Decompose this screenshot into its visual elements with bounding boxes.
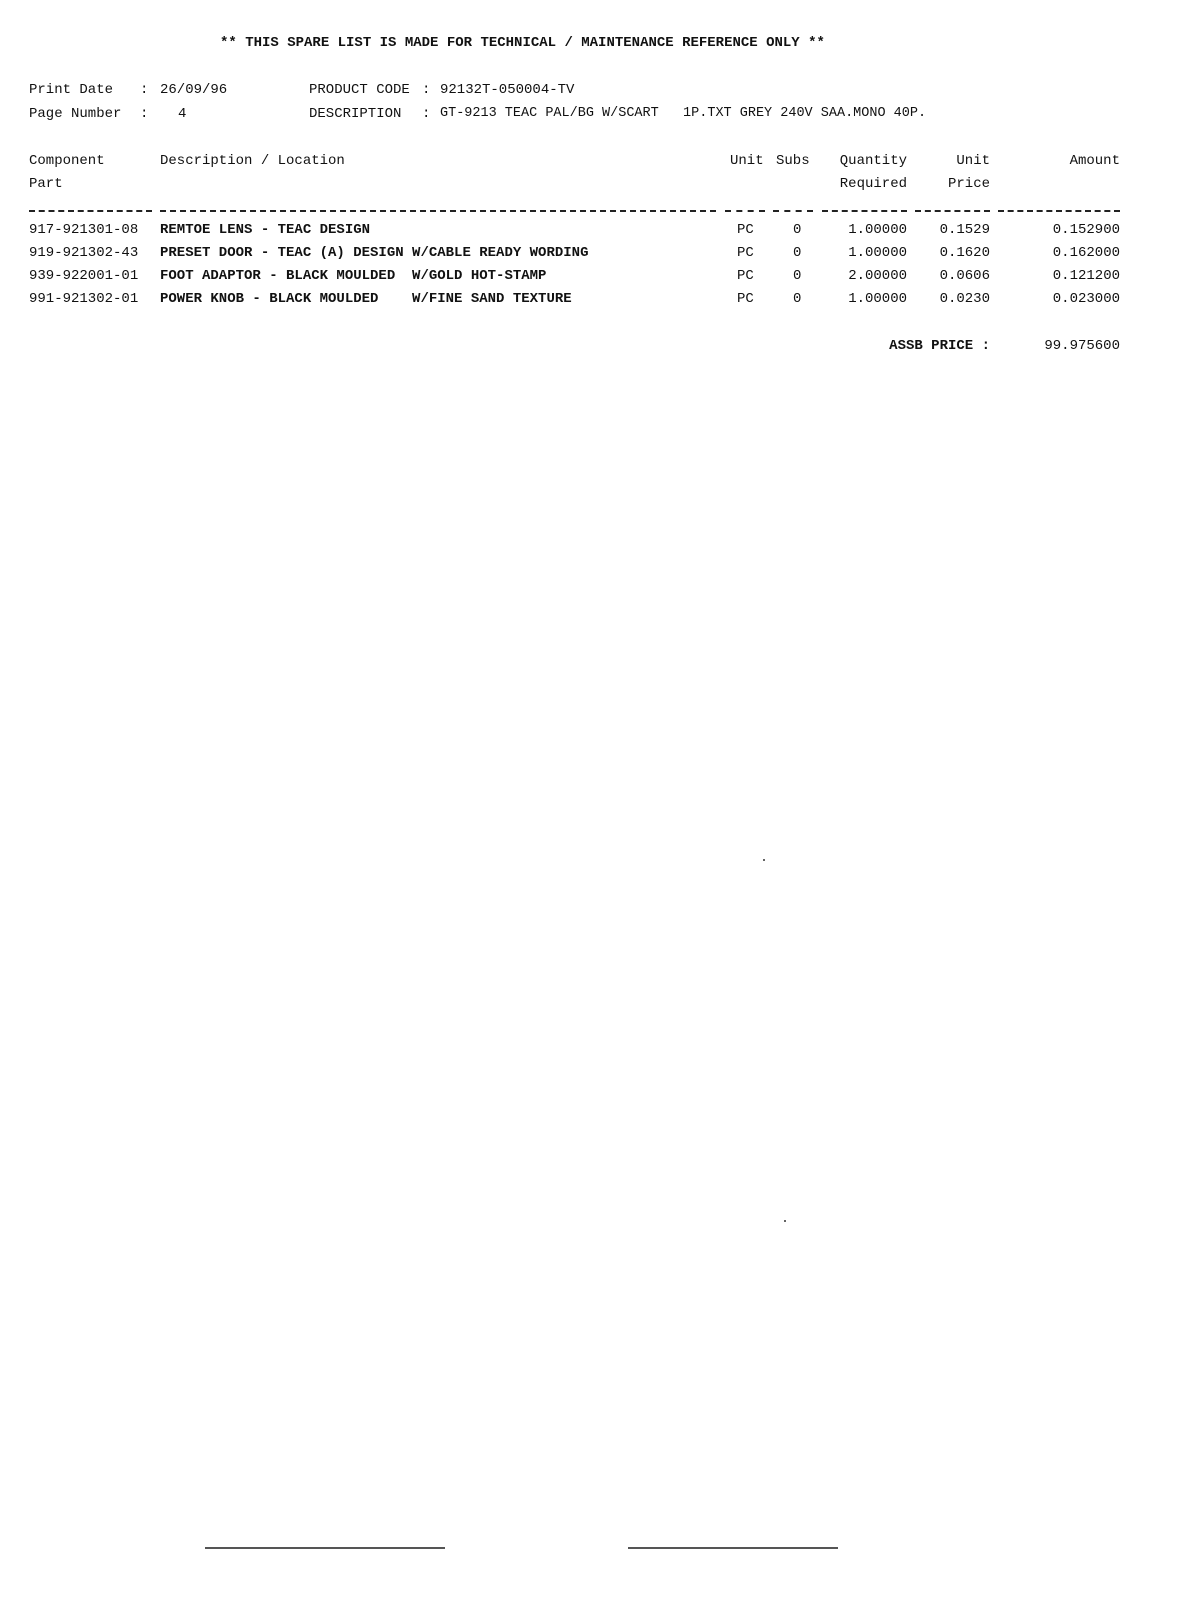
row-unit-price: 0.0606 [939, 268, 990, 284]
row-part-number: 991-921302-01 [29, 291, 139, 307]
separator-amount [998, 210, 1120, 212]
column-header-price: Price [947, 176, 990, 192]
row-subs: 0 [793, 222, 802, 238]
row-description: PRESET DOOR - TEAC (A) DESIGN W/CABLE READY WORDING [160, 245, 589, 261]
separator-part [29, 210, 152, 212]
row-unit-price: 0.1529 [939, 222, 990, 238]
row-amount: 0.121200 [1052, 268, 1120, 284]
row-amount: 0.162000 [1052, 245, 1120, 261]
row-quantity: 1.00000 [848, 245, 907, 261]
row-amount: 0.023000 [1052, 291, 1120, 307]
separator-subs [773, 210, 813, 212]
row-unit-price: 0.0230 [939, 291, 990, 307]
separator-quantity [822, 210, 907, 212]
row-quantity: 2.00000 [848, 268, 907, 284]
row-unit: PC [737, 291, 754, 307]
print-date-value: 26/09/96 [160, 82, 228, 98]
row-unit: PC [737, 268, 754, 284]
row-description: REMTOE LENS - TEAC DESIGN [160, 222, 371, 238]
page-number-label: Page Number [29, 106, 122, 122]
page-number-separator: : [140, 106, 149, 122]
product-code-separator: : [422, 82, 431, 98]
assb-price-value: 99.975600 [1044, 338, 1120, 354]
column-header-unit-price: Unit [956, 153, 990, 169]
column-header-part: Part [29, 176, 63, 192]
description-label: DESCRIPTION [309, 106, 402, 122]
row-quantity: 1.00000 [848, 222, 907, 238]
page-number-value: 4 [178, 106, 187, 122]
row-subs: 0 [793, 245, 802, 261]
description-value: GT-9213 TEAC PAL/BG W/SCART 1P.TXT GREY 240V SAA.MONO 40P. [440, 106, 927, 121]
description-separator: : [422, 106, 431, 122]
row-subs: 0 [793, 291, 802, 307]
print-date-label: Print Date [29, 82, 114, 98]
row-quantity: 1.00000 [848, 291, 907, 307]
scan-speck [784, 1220, 786, 1222]
separator-price [915, 210, 990, 212]
row-unit: PC [737, 222, 754, 238]
row-unit-price: 0.1620 [939, 245, 990, 261]
product-code-value: 92132T-050004-TV [440, 82, 575, 98]
row-part-number: 917-921301-08 [29, 222, 139, 238]
row-part-number: 939-922001-01 [29, 268, 139, 284]
column-header-required: Required [839, 176, 907, 192]
scan-edge-line [205, 1547, 445, 1549]
print-date-separator: : [140, 82, 149, 98]
product-code-label: PRODUCT CODE [309, 82, 410, 98]
row-description: POWER KNOB - BLACK MOULDED W/FINE SAND TEXTURE [160, 291, 572, 307]
row-subs: 0 [793, 268, 802, 284]
row-description: FOOT ADAPTOR - BLACK MOULDED W/GOLD HOT-STAMP [160, 268, 547, 284]
scan-edge-line [628, 1547, 838, 1549]
row-unit: PC [737, 245, 754, 261]
separator-unit [725, 210, 765, 212]
column-header-unit: Unit [730, 153, 764, 169]
column-header-subs: Subs [776, 153, 810, 169]
document-banner: ** THIS SPARE LIST IS MADE FOR TECHNICAL / MAINTENANCE REFERENCE ONLY ** [220, 35, 825, 51]
column-header-description: Description / Location [160, 153, 345, 169]
row-amount: 0.152900 [1052, 222, 1120, 238]
separator-description [160, 210, 716, 212]
column-header-component: Component [29, 153, 105, 169]
scan-speck [763, 859, 765, 861]
column-header-quantity: Quantity [839, 153, 907, 169]
assb-price-label: ASSB PRICE : [889, 338, 990, 354]
column-header-amount: Amount [1069, 153, 1120, 169]
row-part-number: 919-921302-43 [29, 245, 139, 261]
